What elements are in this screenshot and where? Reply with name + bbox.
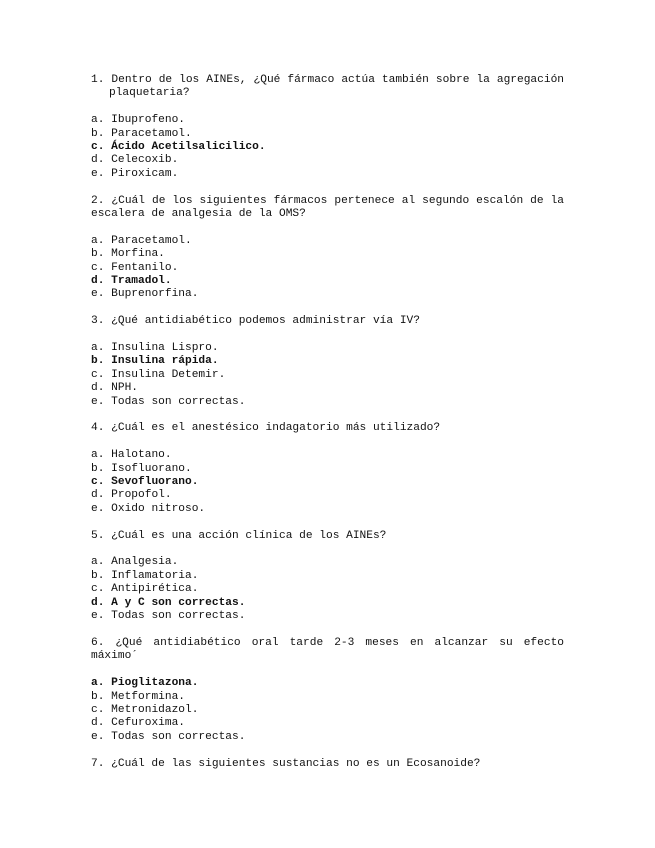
option-text: Todas son correctas.	[111, 395, 246, 408]
question-text: 5. ¿Cuál es una acción clínica de los AINEs?	[91, 529, 387, 542]
option-text: NPH.	[111, 382, 139, 395]
option-e	[91, 396, 564, 409]
option-letter: d.	[91, 154, 105, 167]
option-letter: e.	[91, 167, 105, 180]
option-text: Tramadol.	[111, 275, 172, 288]
option-text: Piroxicam.	[111, 167, 179, 180]
question-2	[91, 195, 564, 302]
option-text: Celecoxib.	[111, 154, 179, 167]
option-e	[91, 168, 564, 181]
question-6	[91, 637, 564, 744]
option-letter: d.	[91, 382, 105, 395]
option-e	[91, 731, 564, 744]
option-text: Antipirética.	[111, 583, 199, 596]
option-b	[91, 128, 564, 141]
option-c	[91, 262, 564, 275]
option-letter: a.	[91, 234, 105, 247]
question-text: 3. ¿Qué antidiabético podemos administrar vía IV?	[91, 315, 420, 328]
question-3	[91, 315, 564, 409]
option-letter: e.	[91, 610, 105, 623]
option-letter: b.	[91, 569, 105, 582]
option-text: Todas son correctas.	[111, 730, 246, 743]
option-text: Oxido nitroso.	[111, 502, 206, 515]
option-letter: d.	[91, 489, 105, 502]
option-d	[91, 275, 564, 288]
question-7	[91, 758, 564, 771]
question-text: 2. ¿Cuál de los siguientes fármacos pertenece al segundo escalón de la escalera de analgesia de la OMS?	[91, 194, 564, 221]
option-a	[91, 677, 564, 690]
question-text: 7. ¿Cuál de las siguientes sustancias no es un Ecosanoide?	[91, 757, 481, 770]
option-letter: b.	[91, 355, 105, 368]
option-letter: a.	[91, 342, 105, 355]
option-a	[91, 114, 564, 127]
options-list	[91, 449, 564, 516]
option-c	[91, 704, 564, 717]
option-text: Fentanilo.	[111, 261, 179, 274]
option-e	[91, 288, 564, 301]
option-text: Paracetamol.	[111, 234, 192, 247]
option-letter: e.	[91, 288, 105, 301]
option-text: Insulina Detemir.	[111, 368, 226, 381]
option-d	[91, 382, 564, 395]
option-letter: b.	[91, 127, 105, 140]
option-letter: e.	[91, 395, 105, 408]
quiz-content	[91, 74, 564, 784]
question-text: 1. Dentro de los AINEs, ¿Qué fármaco actúa también sobre la agregación plaquetaria?	[91, 74, 564, 100]
option-letter: e.	[91, 730, 105, 743]
option-letter: c.	[91, 476, 105, 489]
option-letter: c.	[91, 368, 105, 381]
option-letter: b.	[91, 462, 105, 475]
option-text: Halotano.	[111, 449, 172, 462]
option-c	[91, 141, 564, 154]
option-text: Todas son correctas.	[111, 610, 246, 623]
option-b	[91, 355, 564, 368]
option-letter: a.	[91, 677, 105, 690]
question-5	[91, 530, 564, 624]
option-a	[91, 235, 564, 248]
options-list	[91, 235, 564, 302]
option-b	[91, 691, 564, 704]
option-text: Isofluorano.	[111, 462, 192, 475]
option-text: Insulina rápida.	[111, 355, 219, 368]
option-letter: e.	[91, 502, 105, 515]
option-letter: b.	[91, 248, 105, 261]
option-text: A y C son correctas.	[111, 596, 246, 609]
option-text: Paracetamol.	[111, 127, 192, 140]
option-text: Sevofluorano.	[111, 476, 199, 489]
option-c	[91, 369, 564, 382]
option-text: Morfina.	[111, 248, 165, 261]
option-letter: d.	[91, 717, 105, 730]
option-letter: b.	[91, 690, 105, 703]
option-c	[91, 583, 564, 596]
option-letter: d.	[91, 275, 105, 288]
option-text: Analgesia.	[111, 556, 179, 569]
option-d	[91, 717, 564, 730]
option-letter: a.	[91, 556, 105, 569]
option-a	[91, 556, 564, 569]
option-text: Cefuroxima.	[111, 717, 186, 730]
option-text: Buprenorfina.	[111, 288, 199, 301]
question-text: 4. ¿Cuál es el anestésico indagatorio más utilizado?	[91, 422, 441, 435]
option-letter: c.	[91, 141, 105, 154]
options-list	[91, 114, 564, 181]
option-a	[91, 449, 564, 462]
option-text: Inflamatoria.	[111, 569, 199, 582]
option-e	[91, 503, 564, 516]
option-a	[91, 342, 564, 355]
question-1	[91, 74, 564, 181]
option-text: Pioglitazona.	[111, 677, 199, 690]
option-letter: c.	[91, 703, 105, 716]
option-text: Ácido Acetilsalicilico.	[111, 141, 266, 154]
option-letter: c.	[91, 583, 105, 596]
option-letter: a.	[91, 114, 105, 127]
options-list	[91, 677, 564, 744]
question-4	[91, 422, 564, 516]
option-letter: a.	[91, 449, 105, 462]
option-text: Propofol.	[111, 489, 172, 502]
option-d	[91, 597, 564, 610]
option-text: Insulina Lispro.	[111, 342, 219, 355]
option-c	[91, 476, 564, 489]
option-text: Ibuprofeno.	[111, 114, 186, 127]
question-text: 6. ¿Qué antidiabético oral tarde 2-3 meses en alcanzar su efecto máximo´	[91, 636, 564, 663]
option-letter: d.	[91, 596, 105, 609]
option-d	[91, 489, 564, 502]
option-text: Metronidazol.	[111, 703, 199, 716]
option-text: Metformina.	[111, 690, 186, 703]
option-b	[91, 248, 564, 261]
options-list	[91, 342, 564, 409]
option-letter: c.	[91, 261, 105, 274]
options-list	[91, 556, 564, 623]
option-b	[91, 463, 564, 476]
option-e	[91, 610, 564, 623]
option-d	[91, 154, 564, 167]
option-b	[91, 570, 564, 583]
